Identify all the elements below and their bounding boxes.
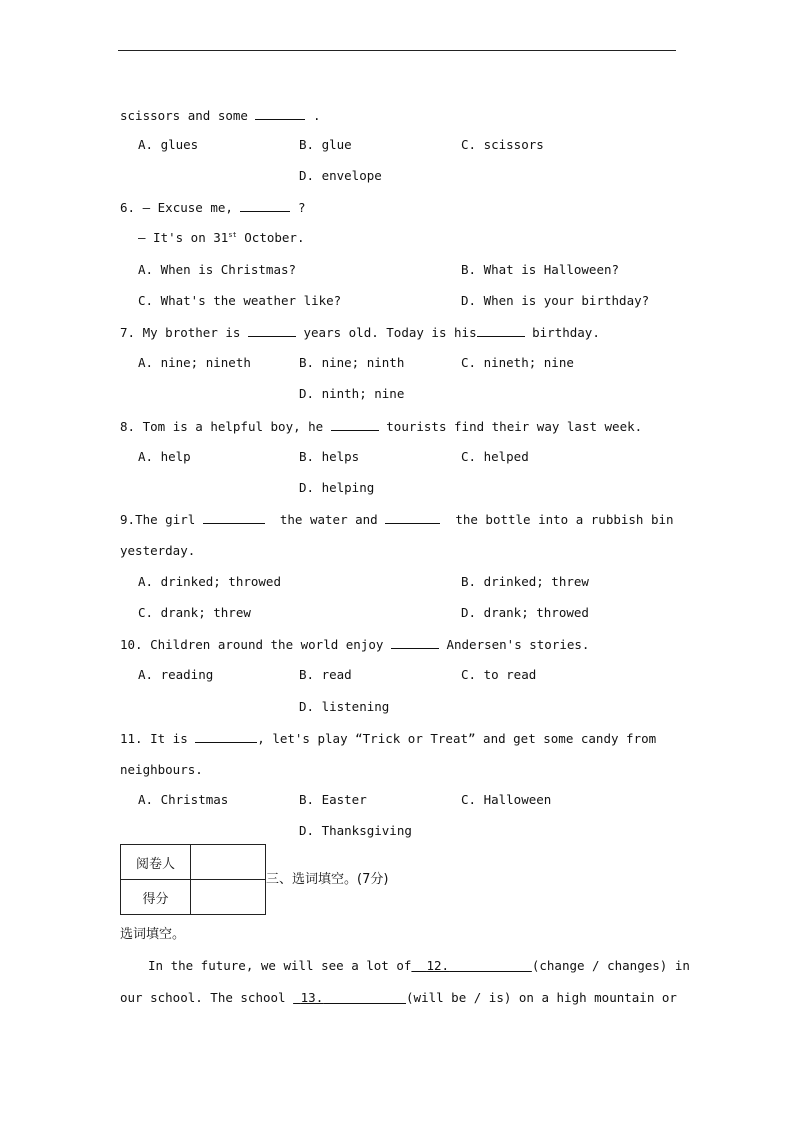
score-label: 得分 xyxy=(121,880,191,915)
answer-blank[interactable] xyxy=(391,636,439,649)
option-b[interactable]: B. nine; ninth xyxy=(299,355,405,370)
answer-blank[interactable] xyxy=(195,730,257,743)
option-a[interactable]: A. When is Christmas? xyxy=(138,262,297,277)
question-text: My brother is xyxy=(142,325,241,340)
option-c[interactable]: C. nineth; nine xyxy=(461,355,574,370)
passage-text: (will be / is) on a high mountain or xyxy=(406,990,677,1005)
option-d[interactable]: D. ninth; nine xyxy=(299,386,405,401)
question-text: Tom is a helpful boy, he xyxy=(142,419,324,434)
option-a[interactable]: A. glues xyxy=(138,137,199,152)
ordinal-suffix: st xyxy=(228,230,237,239)
option-b[interactable]: B. helps xyxy=(299,449,360,464)
option-b[interactable]: B. What is Halloween? xyxy=(461,262,620,277)
answer-blank[interactable] xyxy=(203,511,265,524)
answer-blank[interactable] xyxy=(255,107,305,120)
blank-number: 12. xyxy=(426,958,450,973)
intro-end: . xyxy=(313,108,321,123)
question-6-reply xyxy=(138,230,304,246)
option-a[interactable]: A. help xyxy=(138,449,191,464)
option-c[interactable]: C. What's the weather like? xyxy=(138,293,342,308)
blank-13[interactable] xyxy=(293,990,406,1005)
option-c[interactable]: C. scissors xyxy=(461,137,544,152)
section-title: 三、选词填空。(7分) xyxy=(266,872,389,887)
question-text: birthday. xyxy=(532,325,600,340)
reply-text: — It's on 31 xyxy=(138,230,229,245)
intro-line xyxy=(120,107,321,124)
score-cell[interactable] xyxy=(191,880,266,915)
question-text: It is xyxy=(150,731,188,746)
answer-blank[interactable] xyxy=(331,418,379,431)
passage-line-1 xyxy=(148,958,690,974)
option-c[interactable]: C. to read xyxy=(461,667,537,682)
option-d[interactable]: D. When is your birthday? xyxy=(461,293,650,308)
question-text: Andersen's stories. xyxy=(446,637,590,652)
option-b[interactable]: B. read xyxy=(299,667,352,682)
option-d[interactable]: D. Thanksgiving xyxy=(299,823,412,838)
header-rule xyxy=(118,50,676,51)
blank-number: 13. xyxy=(300,990,324,1005)
question-number: 9. xyxy=(120,512,136,527)
passage-text: In the future, we will see a lot of xyxy=(148,958,412,973)
question-number: 8. xyxy=(120,419,136,434)
option-a[interactable]: A. nine; nineth xyxy=(138,355,251,370)
option-c[interactable]: C. helped xyxy=(461,449,529,464)
question-text: the bottle into a rubbish bin xyxy=(455,512,674,527)
option-c[interactable]: C. Halloween xyxy=(461,792,552,807)
passage-text: our school. The school xyxy=(120,990,286,1005)
question-number: 11. xyxy=(120,731,143,746)
question-8 xyxy=(120,418,642,435)
question-6 xyxy=(120,199,306,216)
question-text: the water and xyxy=(279,512,378,527)
question-9-continued: yesterday. xyxy=(120,543,196,558)
answer-blank[interactable] xyxy=(385,511,440,524)
option-b[interactable]: B. Easter xyxy=(299,792,367,807)
option-b[interactable]: B. drinked; threw xyxy=(461,574,589,589)
question-text: , let's play “Trick or Treat” and get some candy from xyxy=(257,731,657,746)
question-text: tourists find their way last week. xyxy=(386,419,643,434)
answer-blank[interactable] xyxy=(248,324,296,337)
option-d[interactable]: D. listening xyxy=(299,699,390,714)
option-a[interactable]: A. drinked; throwed xyxy=(138,574,281,589)
blank-12[interactable] xyxy=(411,958,531,973)
reviewer-label: 阅卷人 xyxy=(121,845,191,880)
passage-line-2 xyxy=(120,990,677,1006)
option-b[interactable]: B. glue xyxy=(299,137,352,152)
intro-text: scissors and some xyxy=(120,108,248,123)
section-subtitle: 选词填空。 xyxy=(120,927,186,942)
question-9 xyxy=(120,511,674,528)
question-end: ? xyxy=(297,200,306,215)
question-7 xyxy=(120,324,600,341)
reply-end: October. xyxy=(236,230,305,245)
reviewer-cell[interactable] xyxy=(191,845,266,880)
question-text: Children around the world enjoy xyxy=(150,637,384,652)
option-d[interactable]: D. envelope xyxy=(299,168,382,183)
question-11-continued: neighbours. xyxy=(120,762,203,777)
question-text: The girl xyxy=(135,512,196,527)
score-table xyxy=(120,844,266,915)
option-a[interactable]: A. Christmas xyxy=(138,792,229,807)
answer-blank[interactable] xyxy=(240,199,290,212)
option-c[interactable]: C. drank; threw xyxy=(138,605,251,620)
option-d[interactable]: D. drank; throwed xyxy=(461,605,589,620)
answer-blank[interactable] xyxy=(477,324,525,337)
passage-text: (change / changes) in xyxy=(531,958,690,973)
question-number: 7. xyxy=(120,325,136,340)
question-number: 10. xyxy=(120,637,143,652)
option-d[interactable]: D. helping xyxy=(299,480,375,495)
question-text: — Excuse me, xyxy=(142,200,233,215)
question-11 xyxy=(120,730,656,747)
question-number: 6. xyxy=(120,200,136,215)
option-a[interactable]: A. reading xyxy=(138,667,214,682)
question-text: years old. Today is his xyxy=(303,325,477,340)
question-10 xyxy=(120,636,589,653)
